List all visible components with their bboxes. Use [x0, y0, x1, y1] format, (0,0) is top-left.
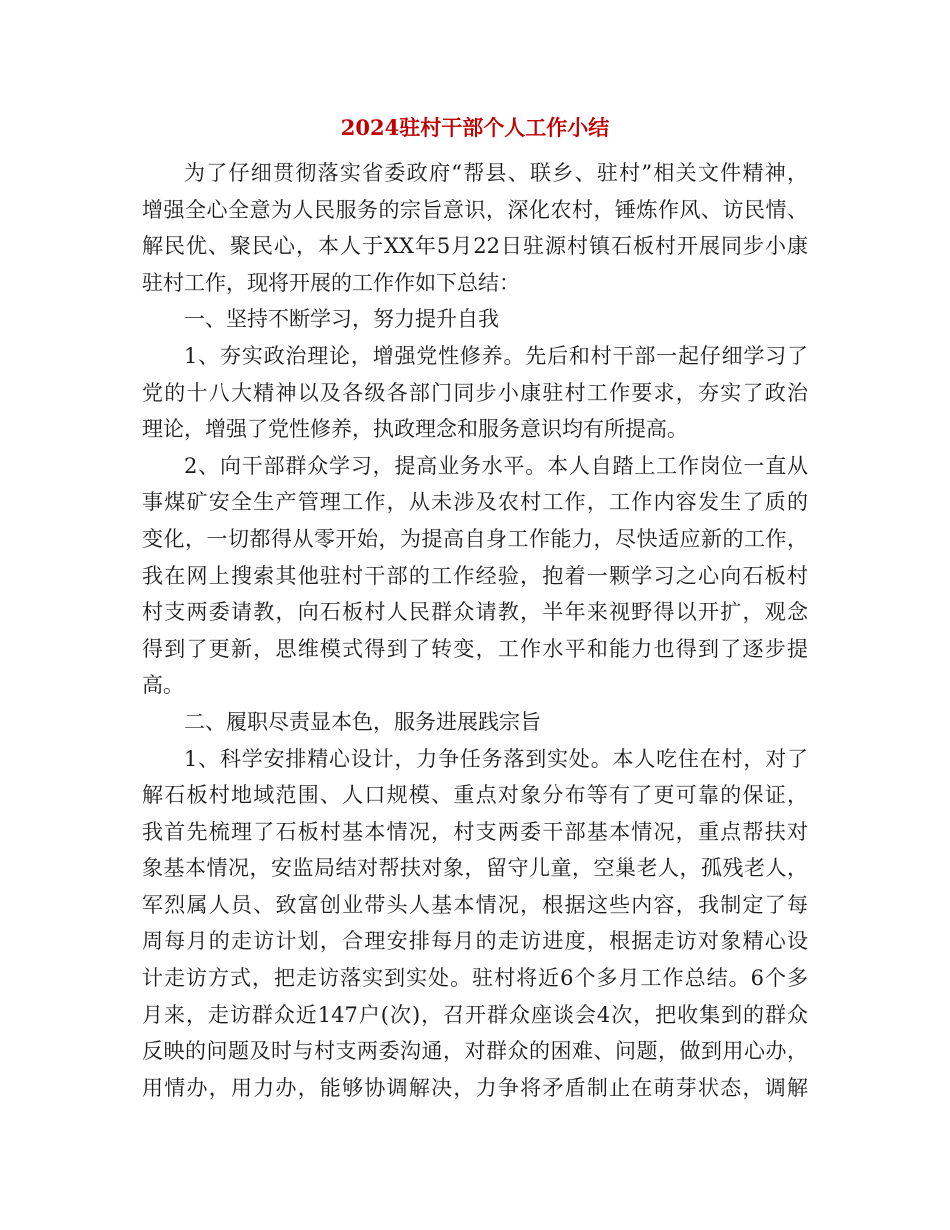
section-heading: 一、坚持不断学习，努力提升自我	[184, 307, 499, 332]
text-line: 计走访方式，把走访落实到实处。驻村将近6个多月工作总结。6个多	[142, 966, 808, 991]
text-line: 解民优、聚民心，本人于XX年5月22日驻源村镇石板村开展同步小康	[142, 234, 808, 259]
text-line: 2、向干部群众学习，提高业务水平。本人自踏上工作岗位一直从	[184, 453, 808, 478]
text-line: 增强全心全意为人民服务的宗旨意识，深化农村，锤炼作风、访民情、	[142, 197, 808, 222]
text-line: 反映的问题及时与村支两委沟通，对群众的困难、问题，做到用心办，	[142, 1039, 808, 1064]
text-line: 周每月的走访计划，合理安排每月的走访进度，根据走访对象精心设	[142, 929, 808, 954]
section-heading: 二、履职尽责显本色，服务进展践宗旨	[184, 709, 541, 734]
text-line: 村支两委请教，向石板村人民群众请教，半年来视野得以开扩，观念	[142, 600, 808, 625]
text-line: 用情办，用力办，能够协调解决，力争将矛盾制止在萌芽状态，调解	[142, 1075, 808, 1100]
text-line: 为了仔细贯彻落实省委政府“帮县、联乡、驻村”相关文件精神，	[184, 161, 808, 185]
text-line: 党的十八大精神以及各级各部门同步小康驻村工作要求，夯实了政治	[142, 380, 808, 405]
text-line: 我在网上搜索其他驻村干部的工作经验，抱着一颗学习之心向石板村	[142, 563, 808, 588]
text-line: 军烈属人员、致富创业带头人基本情况，根据这些内容，我制定了每	[142, 892, 808, 917]
text-line: 事煤矿安全生产管理工作，从未涉及农村工作，工作内容发生了质的	[142, 490, 808, 515]
text-line: 得到了更新，思维模式得到了转变，工作水平和能力也得到了逐步提	[142, 636, 808, 661]
text-line: 1、科学安排精心设计，力争任务落到实处。本人吃住在村，对了	[184, 746, 808, 771]
document-body	[142, 155, 808, 1106]
text-line: 象基本情况，安监局结对帮扶对象，留守儿童，空巢老人，孤残老人，	[142, 856, 808, 881]
document-title: 2024驻村干部个人工作小结	[340, 115, 610, 140]
text-line: 1、夯实政治理论，增强党性修养。先后和村干部一起仔细学习了	[184, 343, 808, 368]
text-line: 解石板村地域范围、人口规模、重点对象分布等有了更可靠的保证，	[142, 783, 808, 808]
text-line: 月来，走访群众近147户(次)，召开群众座谈会4次，把收集到的群众	[142, 1002, 808, 1027]
text-line: 驻村工作，现将开展的工作作如下总结：	[142, 270, 520, 295]
text-line: 我首先梳理了石板村基本情况，村支两委干部基本情况，重点帮扶对	[142, 819, 808, 844]
text-line: 变化，一切都得从零开始，为提高自身工作能力，尽快适应新的工作，	[142, 526, 808, 551]
text-line: 高。	[142, 673, 184, 698]
text-line: 理论，增强了党性修养，执政理念和服务意识均有所提高。	[142, 417, 688, 442]
